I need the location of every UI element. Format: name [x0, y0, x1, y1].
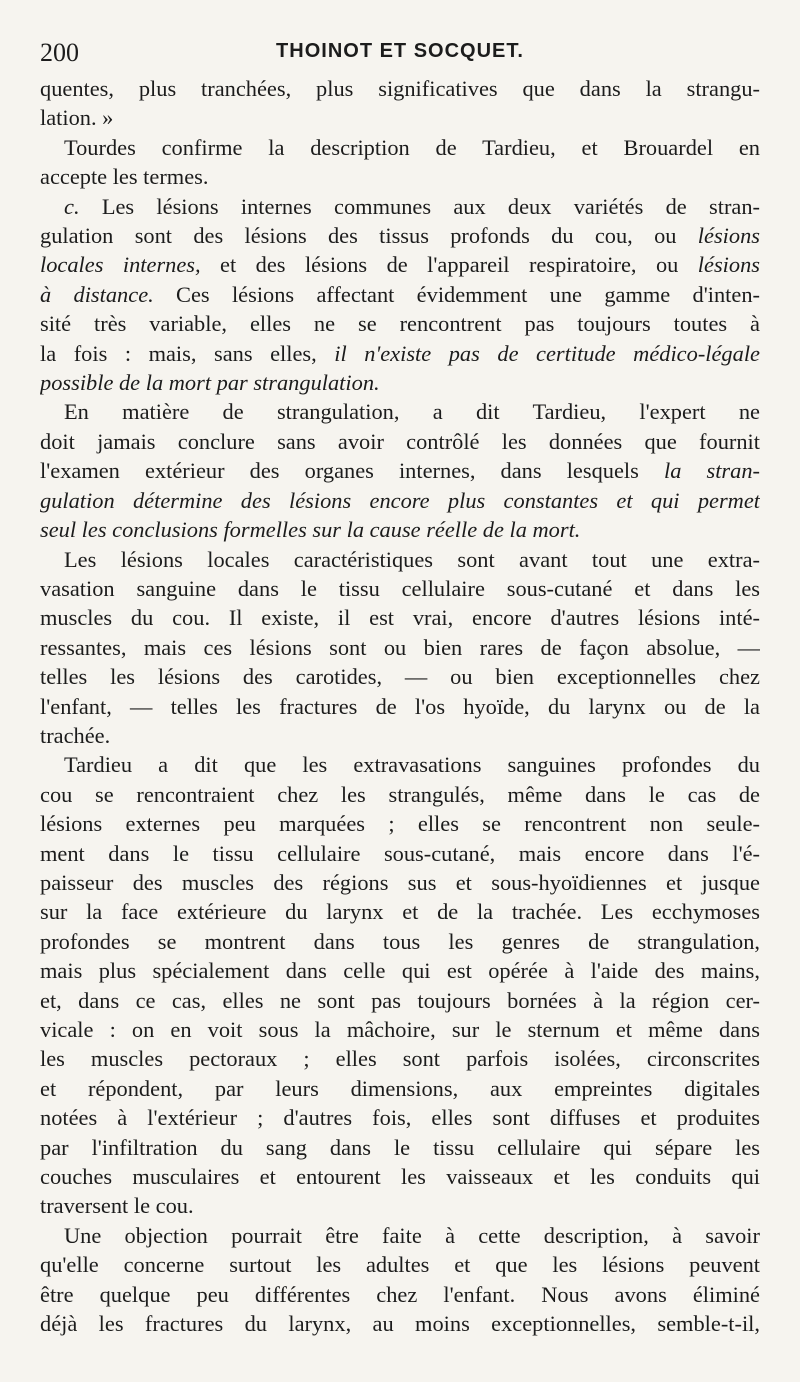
- text-line: [40, 397, 760, 426]
- text-line: [40, 1015, 760, 1044]
- text-line: [40, 633, 760, 662]
- text-segment: l'enfant, — telles les fractures de l'os hyoïde, du larynx ou de la: [40, 693, 760, 719]
- running-head: THOINOT ET SOCQUET.: [276, 40, 524, 62]
- text-segment: lation. »: [40, 105, 114, 131]
- text-line: [40, 339, 760, 368]
- text-segment: et, dans ce cas, elles ne sont pas toujours bornées à la région cer-: [40, 987, 760, 1013]
- text-line: [40, 750, 760, 779]
- text-segment: l'examen extérieur des organes internes, dans lesquels: [40, 458, 664, 484]
- italic-text: la stran-: [663, 458, 760, 484]
- italic-text: à distance.: [40, 281, 154, 307]
- text-line: [40, 427, 760, 456]
- body-text: [40, 74, 760, 1338]
- text-line: [40, 1221, 760, 1250]
- text-segment: Les lésions internes communes aux deux variétés de stran-: [79, 193, 760, 219]
- text-line: [40, 515, 760, 544]
- text-line: [40, 456, 760, 485]
- text-segment: être quelque peu différentes chez l'enfant. Nous avons éliminé: [40, 1281, 760, 1307]
- text-line: [40, 692, 760, 721]
- text-line: [40, 74, 760, 103]
- text-line: [40, 545, 760, 574]
- text-line: [40, 368, 760, 397]
- text-segment: sur la face extérieure du larynx et de la trachée. Les ecchymoses: [40, 899, 760, 925]
- italic-text: lésions: [697, 252, 760, 278]
- text-line: [40, 721, 760, 750]
- text-line: [40, 868, 760, 897]
- text-line: [40, 162, 760, 191]
- text-segment: vicale : on en voit sous la mâchoire, sur le sternum et même dans: [40, 1017, 760, 1042]
- text-line: [40, 486, 760, 515]
- text-segment: Les lésions locales caractéristiques sont avant tout une extra-: [64, 546, 760, 572]
- text-line: [40, 927, 760, 956]
- italic-text: gulation détermine des lésions encore plus constantes et qui permet: [40, 487, 760, 513]
- text-line: [40, 1044, 760, 1073]
- page-number: 200: [40, 38, 79, 67]
- text-line: [40, 133, 760, 162]
- text-segment: telles les lésions des carotides, — ou bien exceptionnelles chez: [40, 664, 760, 690]
- text-line: [40, 1309, 760, 1338]
- text-segment: qu'elle concerne surtout les adultes et que les lésions peuvent: [40, 1252, 760, 1278]
- italic-text: il n'existe pas de certitude médico-légale: [334, 340, 760, 366]
- italic-text: lésions: [697, 223, 760, 249]
- text-line: [40, 574, 760, 603]
- text-segment: trachée.: [40, 722, 111, 748]
- italic-text: possible de la mort par strangulation.: [40, 370, 380, 396]
- text-segment: sité très variable, elles ne se rencontrent pas toujours toutes à: [40, 311, 760, 337]
- text-line: [40, 1074, 760, 1103]
- text-line: [40, 780, 760, 809]
- text-segment: mais plus spécialement dans celle qui est opérée à l'aide des mains,: [40, 958, 760, 984]
- text-segment: ressantes, mais ces lésions sont ou bien rares de façon absolue, —: [40, 634, 760, 660]
- text-segment: paisseur des muscles des régions sus et sous-hyoïdiennes et jusque: [40, 869, 760, 895]
- text-line: [40, 1250, 760, 1279]
- text-line: [40, 897, 760, 926]
- text-line: [40, 662, 760, 691]
- text-segment: Ces lésions affectant évidemment une gamme d'inten-: [153, 281, 760, 307]
- text-line: [40, 1280, 760, 1309]
- text-segment: vasation sanguine dans le tissu cellulaire sous-cutané et dans les: [40, 575, 760, 601]
- text-line: [40, 956, 760, 985]
- text-segment: traversent le cou.: [40, 1193, 194, 1219]
- text-line: [40, 1103, 760, 1132]
- text-line: [40, 839, 760, 868]
- text-line: [40, 309, 760, 338]
- text-line: [40, 250, 760, 279]
- text-line: [40, 280, 760, 309]
- text-segment: lésions externes peu marquées ; elles se rencontrent non seule-: [40, 811, 760, 837]
- text-segment: En matière de strangulation, a dit Tardieu, l'expert ne: [64, 399, 760, 425]
- text-segment: accepte les termes.: [40, 164, 209, 190]
- text-segment: Une objection pourrait être faite à cette description, à savoir: [64, 1222, 760, 1248]
- text-segment: Tardieu a dit que les extravasations sanguines profondes du: [64, 752, 760, 778]
- text-line: [40, 192, 760, 221]
- text-segment: ment dans le tissu cellulaire sous-cutané, mais encore dans l'é-: [40, 840, 760, 866]
- page-header: [40, 34, 760, 74]
- text-segment: notées à l'extérieur ; d'autres fois, elles sont diffuses et produites: [40, 1105, 760, 1131]
- text-segment: les muscles pectoraux ; elles sont parfois isolées, circonscrites: [40, 1046, 760, 1072]
- text-line: [40, 809, 760, 838]
- text-line: [40, 603, 760, 632]
- text-segment: déjà les fractures du larynx, au moins exceptionnelles, semble-t-il,: [40, 1311, 760, 1337]
- italic-text: locales internes,: [40, 252, 201, 278]
- text-segment: par l'infiltration du sang dans le tissu cellulaire qui sépare les: [40, 1134, 760, 1160]
- text-segment: Tourdes confirme la description de Tardieu, et Brouardel en: [64, 134, 760, 160]
- text-line: [40, 1133, 760, 1162]
- text-line: [40, 986, 760, 1015]
- text-segment: cou se rencontraient chez les strangulés, même dans le cas de: [40, 781, 760, 807]
- text-line: [40, 1162, 760, 1191]
- italic-text: seul les conclusions formelles sur la cause réelle de la mort.: [40, 517, 581, 543]
- text-segment: doit jamais conclure sans avoir contrôlé les données que fournit: [40, 428, 760, 454]
- text-segment: profondes se montrent dans tous les genres de strangulation,: [40, 928, 760, 954]
- text-line: [40, 103, 760, 132]
- text-segment: quentes, plus tranchées, plus significatives que dans la strangu-: [40, 76, 760, 101]
- text-segment: muscles du cou. Il existe, il est vrai, encore d'autres lésions inté-: [40, 605, 760, 631]
- italic-text: c.: [64, 193, 80, 219]
- text-segment: et des lésions de l'appareil respiratoire, ou: [200, 252, 698, 278]
- text-segment: la fois : mais, sans elles,: [40, 340, 335, 366]
- text-line: [40, 221, 760, 250]
- text-segment: couches musculaires et entourent les vaisseaux et les conduits qui: [40, 1164, 760, 1190]
- text-segment: et répondent, par leurs dimensions, aux empreintes digitales: [40, 1075, 760, 1101]
- text-segment: gulation sont des lésions des tissus profonds du cou, ou: [40, 223, 698, 249]
- text-line: [40, 1191, 760, 1220]
